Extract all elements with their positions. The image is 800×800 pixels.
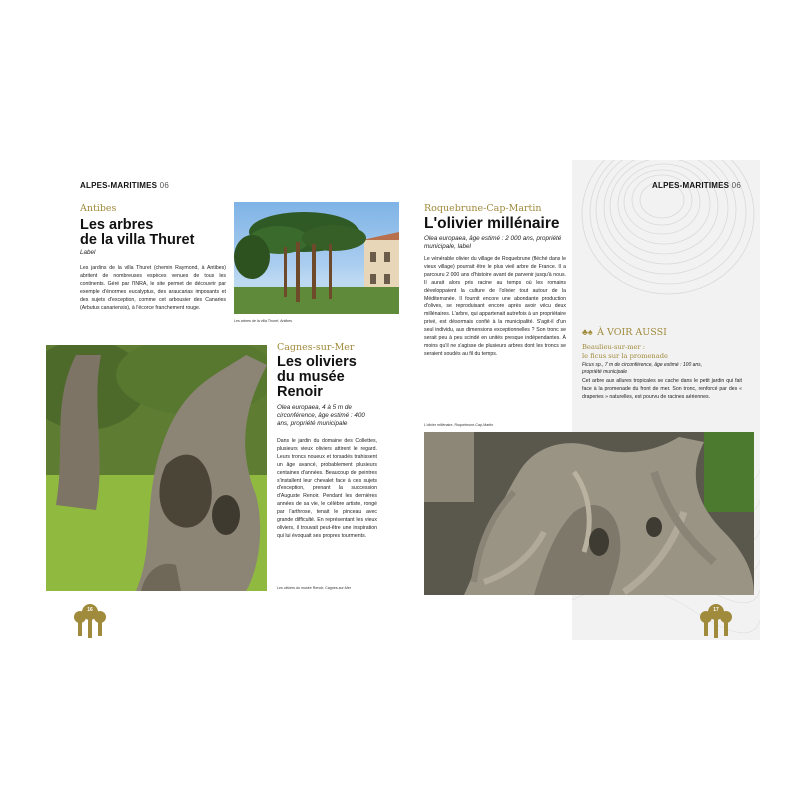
article-subtitle: Olea europaea, 4 à 5 m de circonférence, âge estimé : 400 ans, propriété municipale [277, 404, 365, 427]
article-body: Le vénérable olivier du village de Roquebrune (fléché dans le vieux village) pourrait être le plus vieil arbre de France. Il a parcouru 2 000 ans d'histoire avant de parvenir jusqu'à nous. Il aurait alors pris racine au temps où les romains développaient la culture de l'olivier tout autour de la Méditerranée. Il fournit encore une abondante production d'olives, se reproduisant encore après avoir vécu deux millénaires. L'arbre, qui appartenait autrefois à un propriétaire privé, est désormais confié à la municipalité. S'agit-il d'un seul individu, aux dimensions exceptionnelles ? Son tronc se serait peu à peu scindé en unités presque indépendantes. À moins qu'il ne s'agisse de plusieurs arbres dont les troncs se seraient soudés au fil du temps. [424, 256, 566, 357]
running-header-left [80, 181, 169, 190]
article-location: Roquebrune-Cap-Martin [424, 203, 542, 214]
tree-icon: ♣♠ [582, 327, 593, 337]
page-number: 16 [87, 607, 93, 613]
title-line: Renoir [277, 384, 323, 400]
article-title [277, 355, 397, 400]
title-line: du musée [277, 369, 345, 385]
running-header-right [652, 181, 741, 190]
article-body: Les jardins de la villa Thuret (chemin Raymond, à Antibes) abritent de nombreuses espèces venues de tous les continents. Géré par l'INRA, le site permet de découvrir par exemple d'énormes eucalyptus, des araucarias imposants et des sujets d'exception, comme cet arbousier des Canaries (Arbutus canariensis), à l'écorce franchement rouge. [80, 265, 226, 311]
header-region: ALPES-MARITIMES [652, 181, 730, 190]
see-also-subtitle: Ficus sp., 7 m de circonférence, âge estimé : 100 ans, propriété municipale [582, 362, 703, 375]
header-department-number: 06 [159, 181, 169, 190]
header-department-number: 06 [731, 181, 741, 190]
see-also-heading [582, 322, 667, 340]
article-title [80, 218, 230, 248]
page-number-badge [700, 604, 732, 638]
see-also-subject-name: le ficus sur la promenade [582, 351, 668, 360]
page-number: 17 [713, 607, 719, 613]
see-also-title: À VOIR AUSSI [597, 327, 667, 338]
photo-caption: Les oliviers du musée Renoir, Cagnes-sur-Mer [277, 586, 352, 590]
olivier-millenaire-photo [424, 432, 754, 595]
photo-caption: Les arbres de la villa Thuret, Antibes [234, 319, 293, 323]
title-line: de la villa Thuret [80, 232, 195, 248]
olive-trees-renoir-photo [46, 345, 267, 591]
article-location: Cagnes-sur-Mer [277, 342, 355, 353]
article-title: L'olivier millénaire [424, 215, 560, 232]
title-line: Les oliviers [277, 354, 357, 370]
article-subtitle: Label [80, 249, 96, 256]
article-body: Dans le jardin du domaine des Collettes, plusieurs vieux oliviers attirent le regard. Leurs troncs noueux et torsadés trahissent un âge avancé, probablement plusieurs centaines d'années. Beaucoup de peintres s'installent leur chevalet face à ces sujets d'exception, prenant la succession d'Auguste Renoir. Pendant les dernières années de sa vie, le célèbre artiste, rongé par l'arthrose, tenait le pinceau avec grande difficulté. En représentant les vieux oliviers, il trouvait peut-être une inspiration qui lui évoquait ses propres tourments. [277, 438, 377, 539]
article-location: Antibes [80, 203, 117, 214]
title-line: Les arbres [80, 217, 154, 233]
villa-thuret-photo [234, 202, 399, 314]
photo-caption: L'olivier millénaire, Roquebrune-Cap-Martin [424, 423, 494, 427]
page-number-badge [74, 604, 106, 638]
article-subtitle: Olea europaea, âge estimé : 2 000 ans, propriété municipale, label [424, 235, 562, 250]
header-region: ALPES-MARITIMES [80, 181, 158, 190]
see-also-location: Beaulieu-sur-mer : [582, 343, 646, 351]
see-also-body: Cet arbre aux allures tropicales se cache dans le petit jardin qui fait face à la promenade du front de mer. Son tronc, renforcé par des « draperies » naturelles, est pourvu de racines aériennes. [582, 378, 742, 400]
see-also-subject [582, 343, 752, 360]
